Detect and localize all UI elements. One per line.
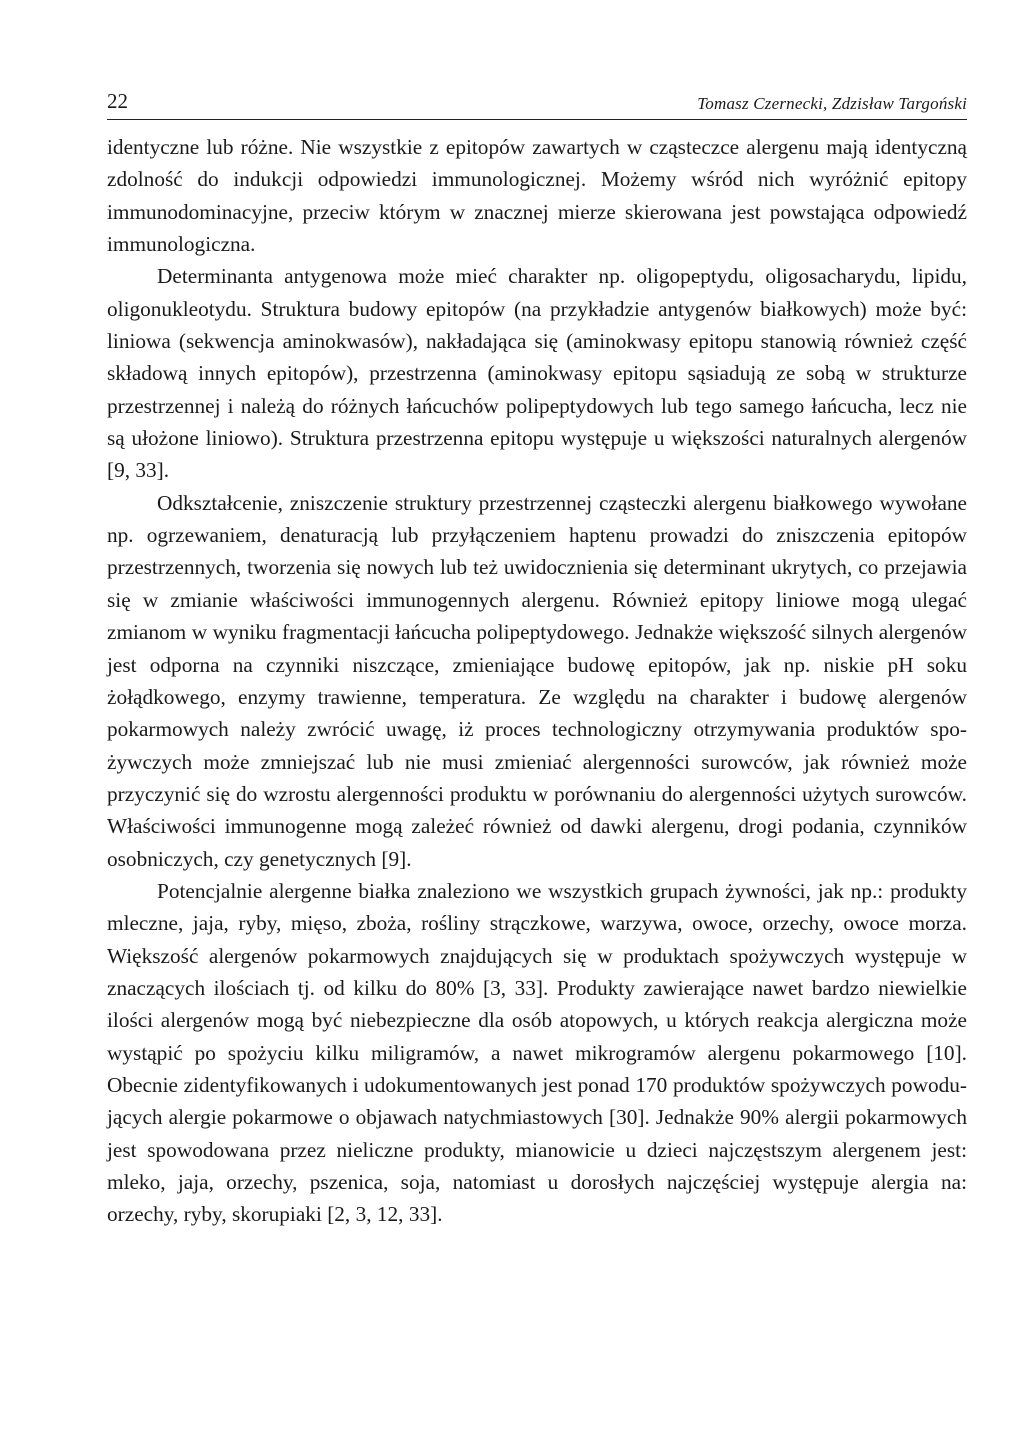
body-text (107, 131, 967, 1231)
running-head (107, 84, 967, 120)
paragraph-3: Odkształcenie, zniszczenie struktury przestrzennej cząsteczki alergenu białkowego wywołane np. ogrzewaniem, denaturacją lub przyłączeniem haptenu prowadzi do zniszczenia epitopów przestrzennych, tworzenia się nowych lub też uwidocznienia się determinant ukrytych, co przejawia się w zmianie właściwości immunogennych alergenu. Również epitopy liniowe mogą ulegać zmianom w wyniku fragmentacji łańcucha polipeptydowego. Jednakże większość silnych alergenów jest odporna na czynniki niszczące, zmieniające budowę epitopów, jak np. niskie pH soku żołądkowego, enzymy trawienne, temperatura. Ze względu na charakter i budowę alergenów pokarmowych należy zwrócić uwagę, iż proces technologiczny otrzymywania produktów spożywczych może zmniejszać lub nie musi zmieniać alergenności surowców, jak również może przyczynić się do wzrostu alergenności produktu w porównaniu do alergenności użytych surowców. Właściwości immunogenne mogą zależeć również od dawki alergenu, drogi podania, czynników osobniczych, czy genetycznych [9]. (107, 490, 967, 871)
page-number: 22 (107, 89, 128, 113)
header-authors: Tomasz Czernecki, Zdzisław Targoński (697, 94, 967, 113)
paragraph-2: Determinanta antygenowa może mieć charakter np. oligopeptydu, oligosacharydu, lipidu, oligonukleotydu. Struktura budowy epitopów (na przykładzie antygenów białkowych) może być: liniowa (sekwencja aminokwasów), nakładająca się (aminokwasy epitopu stanowią również część składową innych epitopów), przestrzenna (aminokwasy epitopu sąsiadują ze sobą w strukturze przestrzennej i należą do różnych łańcuchów polipeptydowych lub tego samego łańcucha, lecz nie są ułożone liniowo). Struktura przestrzenna epitopu występuje u większości naturalnych alergenów [9, 33]. (107, 264, 967, 483)
paragraph-4: Potencjalnie alergenne białka znaleziono we wszystkich grupach żywności, jak np.: produkty mleczne, jaja, ryby, mięso, zboża, rośliny strączkowe, warzywa, owoce, orzechy, owoce morza. Większość alergenów pokarmowych znajdujących się w produktach spożywczych występuje w znaczących ilościach tj. od kilku do 80% [3, 33]. Produkty zawierające nawet bardzo niewielkie ilości alergenów mogą być niebezpieczne dla osób atopowych, u których reakcja alergiczna może wystąpić po spożyciu kilku miligramów, a nawet mikrogramów alergenu pokarmowego [10]. Obecnie zidentyfikowanych i udokumentowanych jest ponad 170 produktów spożywczych powodujących alergie pokarmowe o objawach natychmiastowych [30]. Jednakże 90% alergii pokarmowych jest spowodowana przez nieliczne produkty, mianowicie u dzieci najczęstszym alergenem jest: mleko, jaja, orzechy, pszenica, soja, natomiast u dorosłych najczęściej występuje alergia na: orzechy, ryby, skorupiaki [2, 3, 12, 33]. (107, 878, 967, 1227)
paragraph-1: identyczne lub różne. Nie wszystkie z epitopów zawartych w cząsteczce alergenu mają identyczną zdolność do indukcji odpowiedzi immunologicznej. Możemy wśród nich wyróżnić epitopy immunodominacyjne, przeciw którym w znacznej mierze skierowana jest powstająca odpowiedź immunologiczna. (107, 135, 967, 257)
page (107, 84, 967, 1231)
